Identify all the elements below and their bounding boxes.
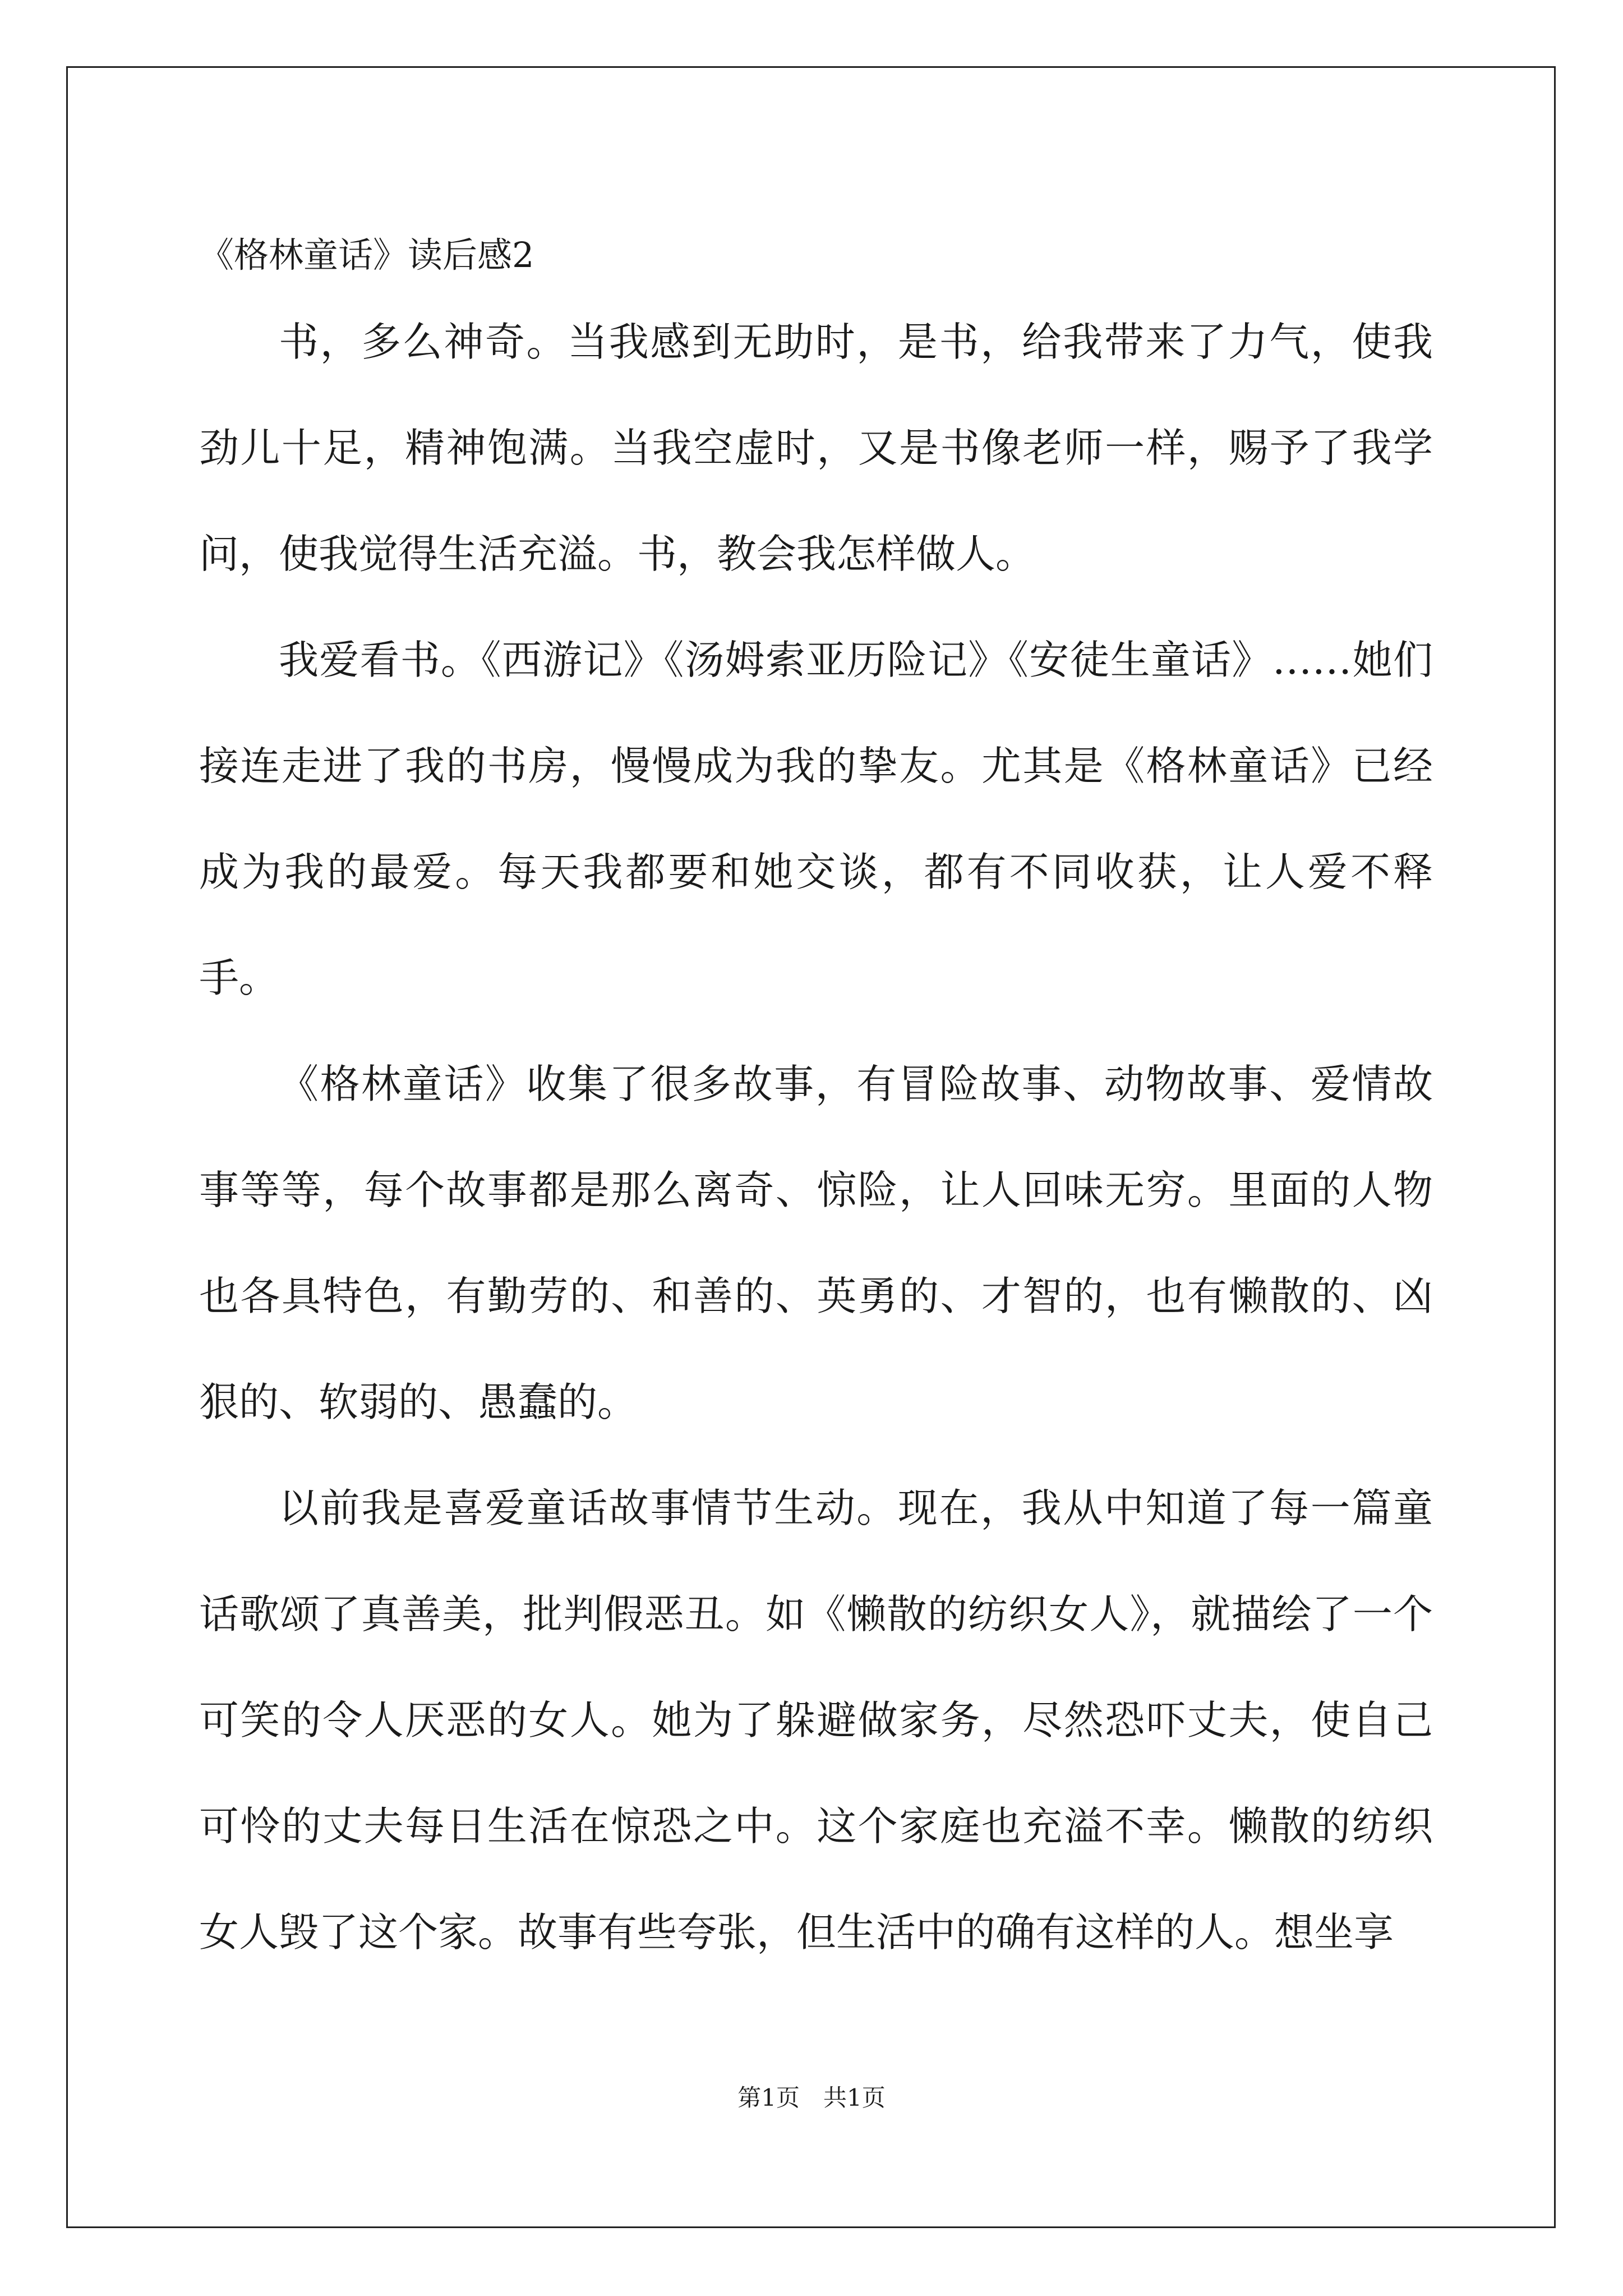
paragraph-2: 我爱看书。《西游记》《汤姆索亚历险记》《安徒生童话》……她们接连走进了我的书房，慢慢成为我的挚友。尤其是《格林童话》已经成为我的最爱。每天我都要和她交谈，都有不同收获，让人爱不释手。 (199, 637, 1433, 1001)
page-footer: 第1页 共1页 (737, 2084, 886, 2111)
paragraph-1: 书，多么神奇。当我感到无助时，是书，给我带来了力气，使我劲儿十足，精神饱满。当我空虚时，又是书像老师一样，赐予了我学问，使我觉得生活充溢。书，教会我怎样做人。 (199, 319, 1433, 577)
paragraph-3: 《格林童话》收集了很多故事，有冒险故事、动物故事、爱情故事等等，每个故事都是那么离奇、惊险，让人回味无穷。里面的人物也各具特色，有勤劳的、和善的、英勇的、才智的，也有懒散的、凶狠的、软弱的、愚蠢的。 (199, 1061, 1433, 1425)
document-title: 《格林童话》读后感2 (199, 234, 534, 275)
paragraph-4: 以前我是喜爱童话故事情节生动。现在，我从中知道了每一篇童话歌颂了真善美，批判假恶丑。如《懒散的纺织女人》，就描绘了一个可笑的令人厌恶的女人。她为了躲避做家务，尽然恐吓丈夫，使自己可怜的丈夫每日生活在惊恐之中。这个家庭也充溢不幸。懒散的纺织女人毁了这个家。故事有些夸张，但生活中的确有这样的人。想坐享 (199, 1485, 1433, 1955)
